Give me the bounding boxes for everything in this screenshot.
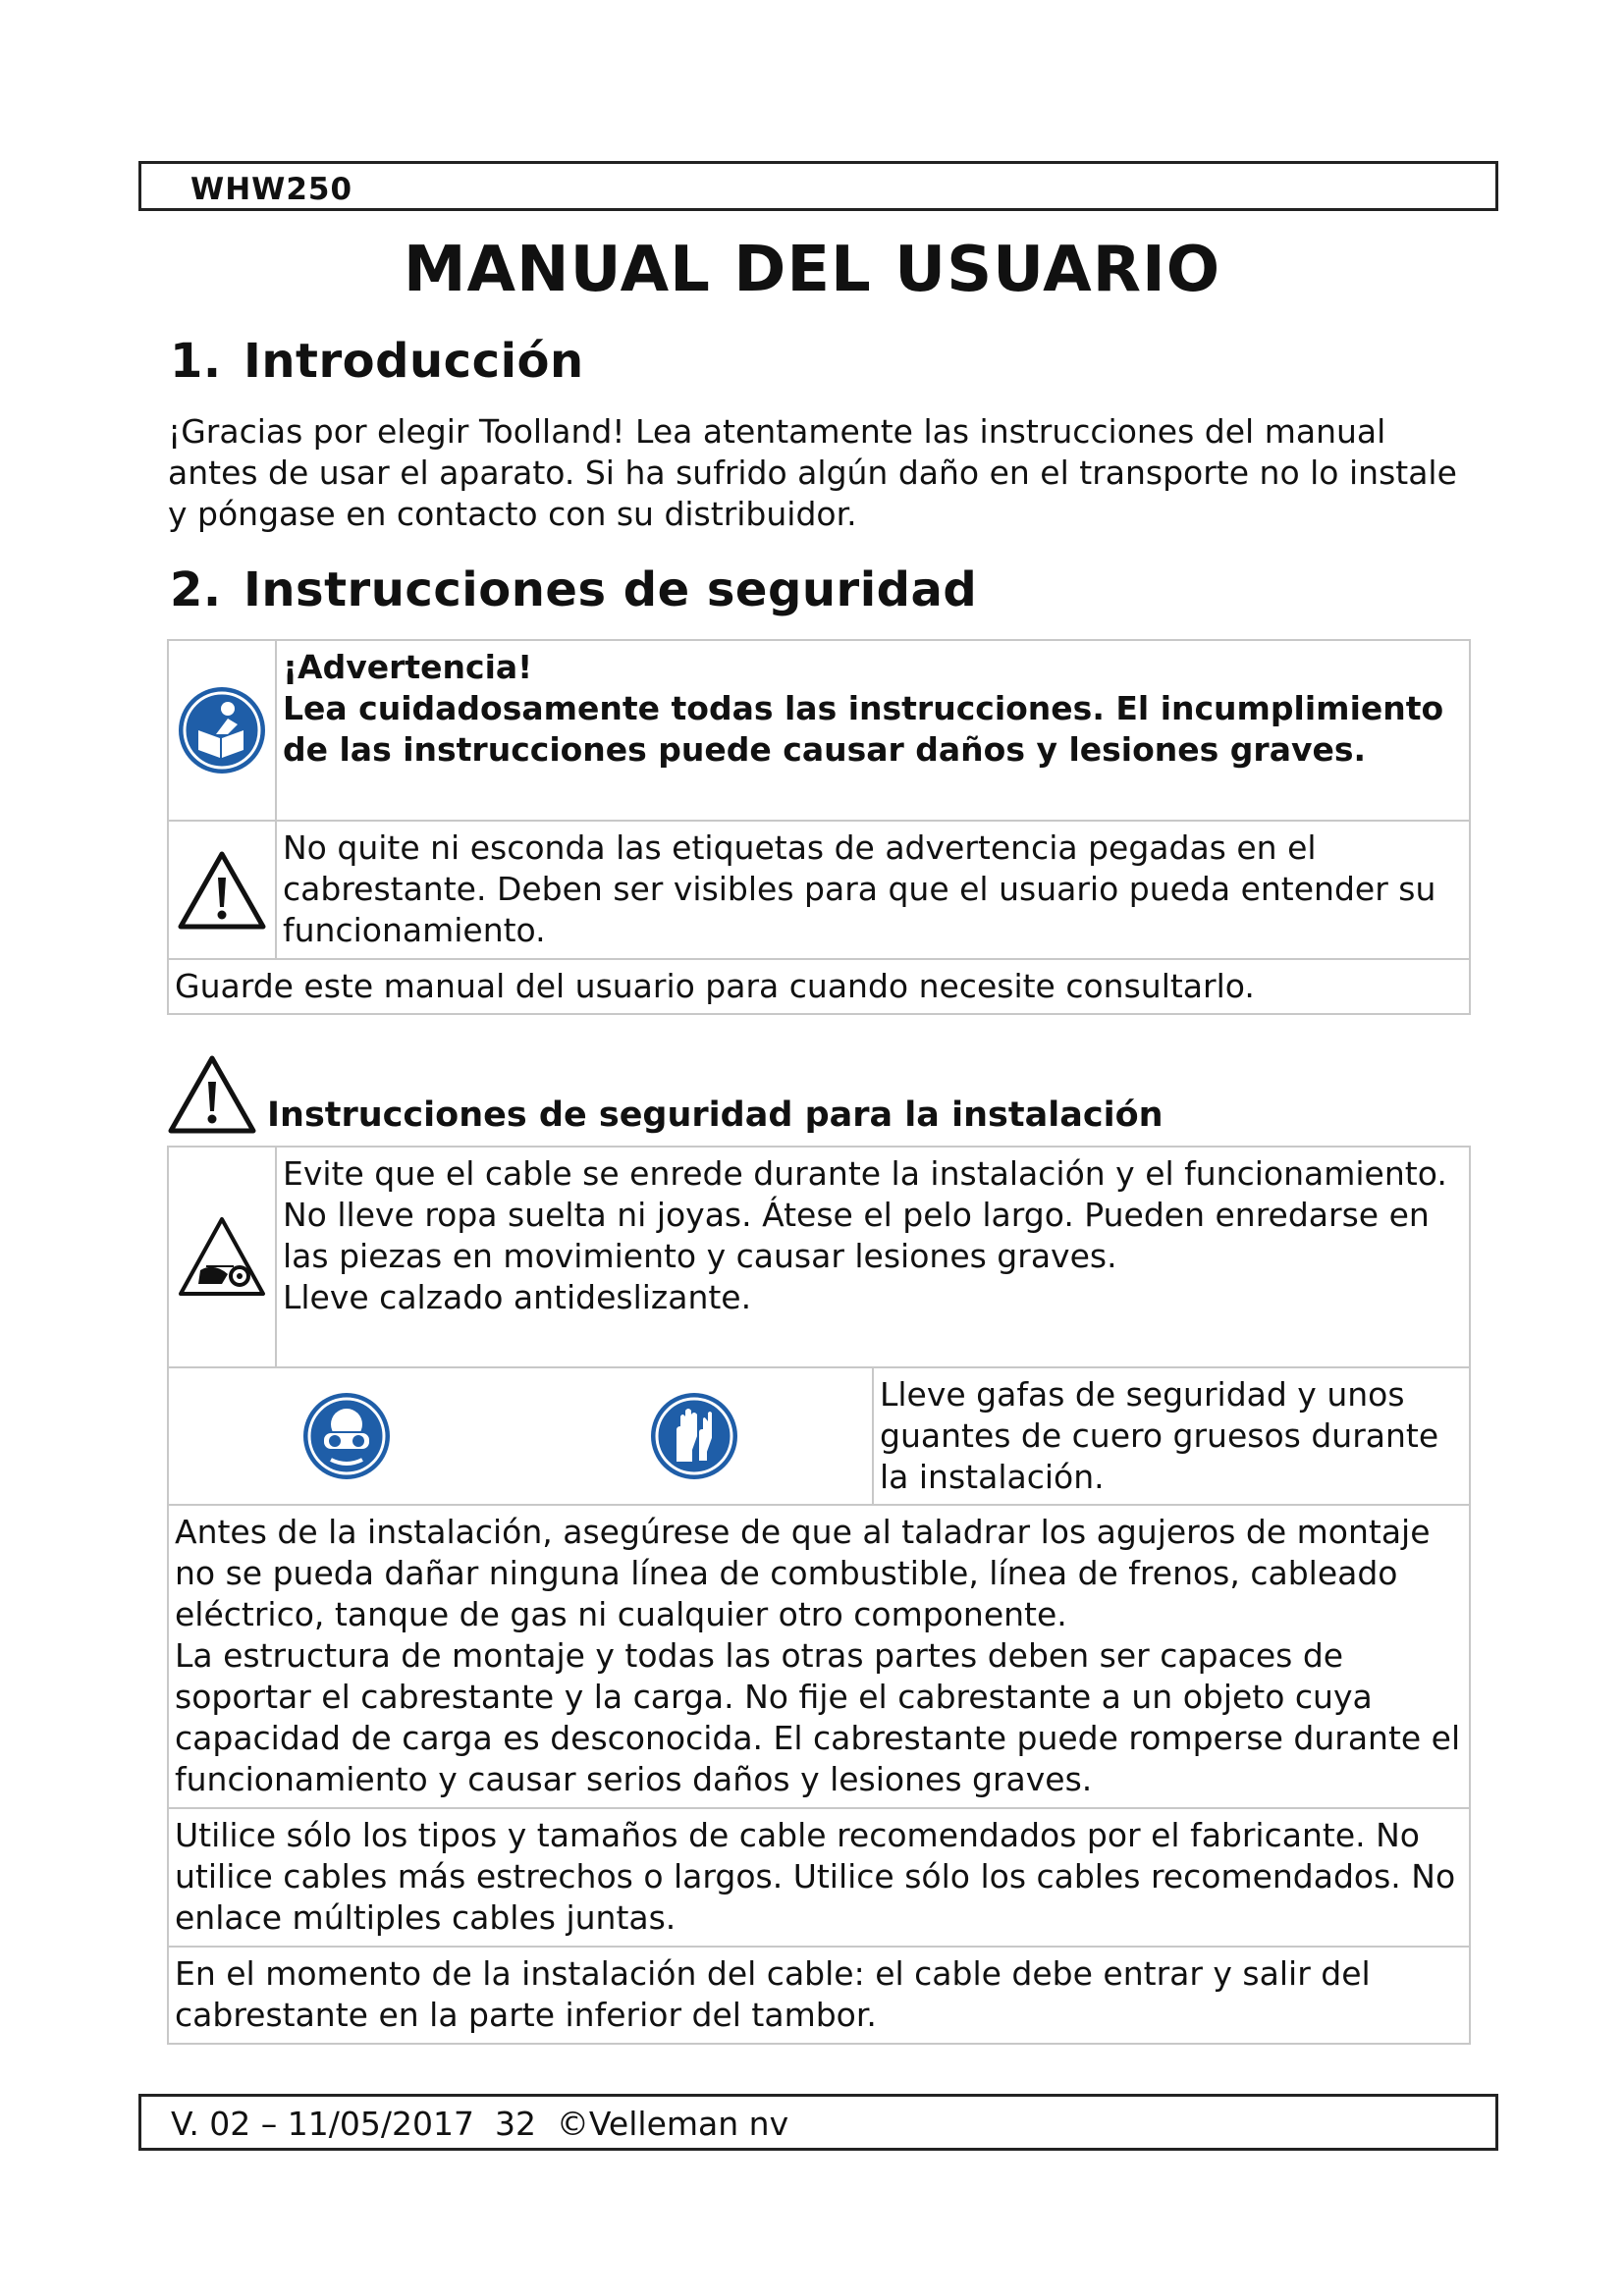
structure-text: La estructura de montaje y todas las otras partes deben ser capaces de soportar el cabrestante y la carga. No fije el cabrestante a un objeto cuya capacidad de carga es desconocida. El cabrestante puede romperse durante el funcionamiento y causar serios daños y lesiones graves. bbox=[175, 1636, 1461, 1798]
ppe-icon-cell bbox=[168, 1367, 873, 1505]
general-safety-table bbox=[167, 639, 1471, 1015]
warning-title: ¡Advertencia! bbox=[283, 648, 533, 686]
section-1-heading bbox=[170, 334, 584, 389]
cable-cell bbox=[168, 1808, 1470, 1947]
drilling-row bbox=[168, 1505, 1470, 1808]
model-number: WHW250 bbox=[190, 172, 353, 207]
section-2-title: Instrucciones de seguridad bbox=[244, 562, 978, 617]
intro-paragraph: ¡Gracias por elegir Toolland! Lea atentamente las instrucciones del manual antes de usar el aparato. Si ha sufrido algún daño en el transporte no lo instale y póngase en contacto con su distribuidor. bbox=[168, 412, 1457, 533]
warning-triangle-icon bbox=[177, 850, 267, 931]
section-1-number: 1. bbox=[170, 334, 222, 389]
footwear-text: Lleve calzado antideslizante. bbox=[283, 1278, 752, 1316]
labels-icon-cell bbox=[168, 821, 276, 959]
entangle-icon-cell bbox=[168, 1147, 276, 1367]
section-2-number: 2. bbox=[170, 562, 222, 617]
labels-text-cell bbox=[276, 821, 1470, 959]
ppe-text-cell bbox=[873, 1367, 1470, 1505]
installation-subheading bbox=[167, 1048, 1463, 1137]
cable-install-row bbox=[168, 1947, 1470, 2044]
ppe-row bbox=[168, 1367, 1470, 1505]
document-title: MANUAL DEL USUARIO bbox=[403, 234, 1221, 306]
installation-warning-triangle-icon bbox=[167, 1054, 257, 1135]
footer-box bbox=[138, 2094, 1498, 2151]
entangle-row bbox=[168, 1147, 1470, 1367]
header-box bbox=[138, 161, 1498, 211]
entangle-text-cell bbox=[276, 1147, 1470, 1367]
safety-goggles-icon bbox=[301, 1391, 392, 1481]
keep-manual-text: Guarde este manual del usuario para cuando necesite consultarlo. bbox=[175, 967, 1255, 1005]
read-manual-icon bbox=[177, 685, 267, 775]
installation-heading: Instrucciones de seguridad para la instalación bbox=[267, 1095, 1164, 1135]
entanglement-warning-icon bbox=[177, 1215, 267, 1300]
footer-text: V. 02 – 11/05/2017 32 ©Velleman nv bbox=[171, 2105, 789, 2143]
section-1-title: Introducción bbox=[244, 334, 584, 389]
cable-text: Utilice sólo los tipos y tamaños de cable recomendados por el fabricante. No utilice cables más estrechos o largos. Utilice sólo los cables recomendados. No enlace múltiples cables juntas. bbox=[175, 1816, 1456, 1937]
warning-text-cell bbox=[276, 640, 1470, 821]
keep-manual-row bbox=[168, 959, 1470, 1014]
warning-icon-cell bbox=[168, 640, 276, 821]
keep-manual-cell bbox=[168, 959, 1470, 1014]
ppe-text: Lleve gafas de seguridad y unos guantes de cuero gruesos durante la instalación. bbox=[880, 1375, 1439, 1496]
cable-install-cell bbox=[168, 1947, 1470, 2044]
drilling-text: Antes de la instalación, asegúrese de que al taladrar los agujeros de montaje no se pueda dañar ninguna línea de combustible, línea de frenos, cableado eléctrico, tanque de gas ni cualquier otro componente. bbox=[175, 1513, 1431, 1633]
labels-row bbox=[168, 821, 1470, 959]
cable-row bbox=[168, 1808, 1470, 1947]
drilling-cell bbox=[168, 1505, 1470, 1808]
gloves-icon bbox=[649, 1391, 739, 1481]
installation-safety-table bbox=[167, 1146, 1471, 2045]
section-2-heading bbox=[170, 562, 977, 617]
warning-row bbox=[168, 640, 1470, 821]
entangle-text: Evite que el cable se enrede durante la instalación y el funcionamiento. No lleve ropa suelta ni joyas. Átese el pelo largo. Pueden enredarse en las piezas en movimiento y causar lesiones graves. bbox=[283, 1154, 1447, 1275]
warning-text: Lea cuidadosamente todas las instrucciones. El incumplimiento de las instrucciones puede causar daños y lesiones graves. bbox=[283, 689, 1444, 769]
labels-text: No quite ni esconda las etiquetas de advertencia pegadas en el cabrestante. Deben ser visibles para que el usuario pueda entender su funcionamiento. bbox=[283, 828, 1436, 949]
cable-install-text: En el momento de la instalación del cable: el cable debe entrar y salir del cabrestante en la parte inferior del tambor. bbox=[175, 1954, 1371, 2034]
